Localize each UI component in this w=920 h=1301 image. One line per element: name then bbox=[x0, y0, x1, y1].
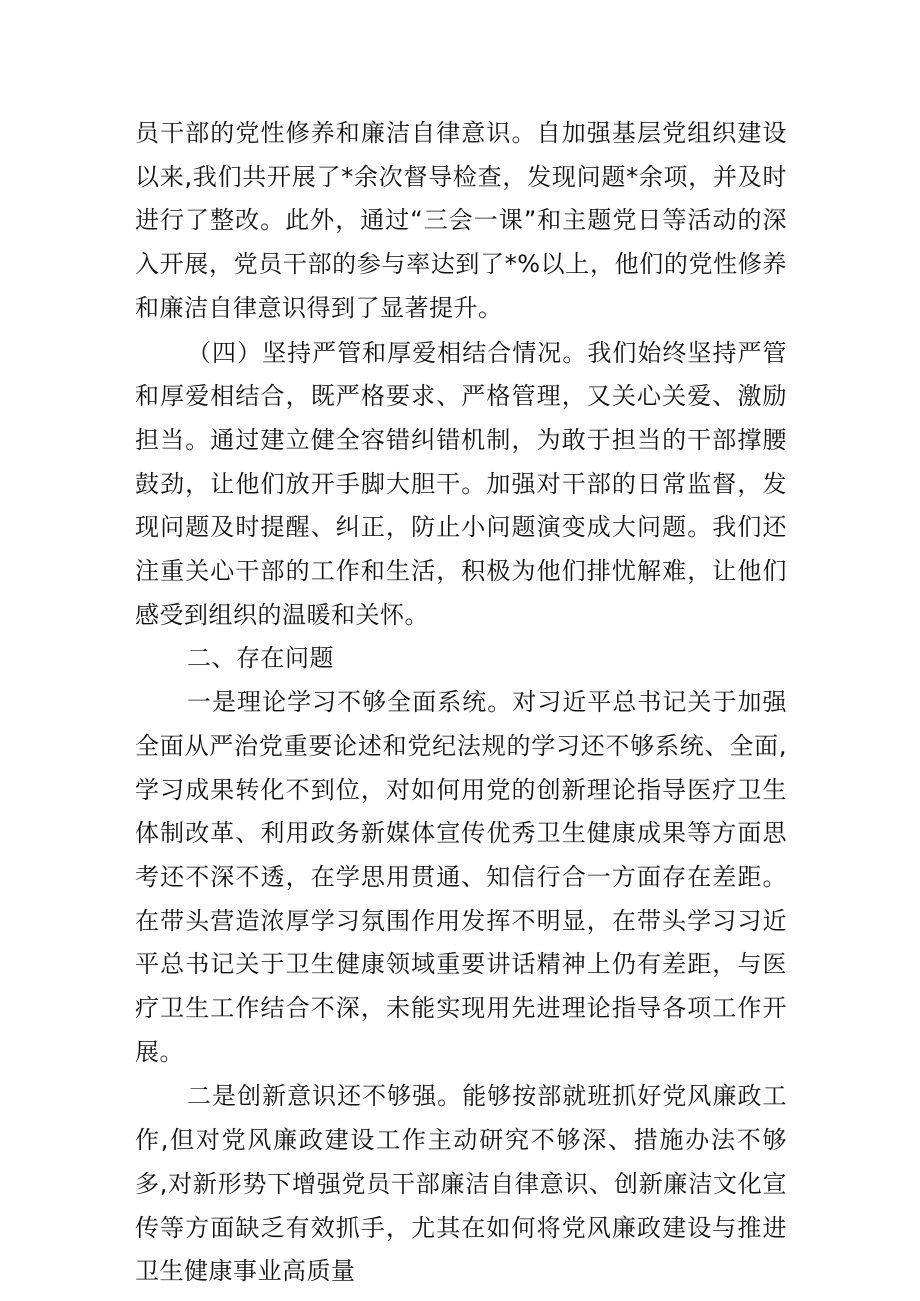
document-body bbox=[135, 112, 787, 1294]
paragraph-party-spirit-cultivation: 员干部的党性修养和廉洁自律意识。自加强基层党组织建设以来,我们共开展了*余次督导检查，发现问题*余项，并及时进行了整改。此外，通过“三会一课”和主题党日等活动的深入开展，党员干部的参与率达到了*%以上，他们的党性修养和廉洁自律意识得到了显著提升。 bbox=[135, 119, 787, 322]
paragraph-problem-theory-study: 一是理论学习不够全面系统。对习近平总书记关于加强全面从严治党重要论述和党纪法规的学习还不够系统、全面,学习成果转化不到位，对如何用党的创新理论指导医疗卫生体制改革、利用政务新媒体宣传优秀卫生健康成果等方面思考还不深不透，在学思用贯通、知信行合一方面存在差距。在带头营造浓厚学习氛围作用发挥不明显，在带头学习习近平总书记关于卫生健康领域重要讲话精神上仍有差距，与医疗卫生工作结合不深，未能实现用先进理论指导各项工作开展。 bbox=[135, 688, 787, 1066]
paragraph-strict-management-and-care: （四）坚持严管和厚爱相结合情况。我们始终坚持严管和厚爱相结合，既严格要求、严格管理，又关心关爱、激励担当。通过建立健全容错纠错机制，为敢于担当的干部撑腰鼓劲，让他们放开手脚大胆干。加强对干部的日常监督，发现问题及时提醒、纠正，防止小问题演变成大问题。我们还注重关心干部的工作和生活，积极为他们排忧解难，让他们感受到组织的温暖和关怀。 bbox=[135, 338, 787, 629]
section-heading-existing-problems: 二、存在问题 bbox=[187, 644, 334, 673]
paragraph-problem-innovation-awareness: 二是创新意识还不够强。能够按部就班抓好党风廉政工作,但对党风廉政建设工作主动研究不够深、措施办法不够多,对新形势下增强党员干部廉洁自律意识、创新廉洁文化宣传等方面缺乏有效抓手，尤其在如何将党风廉政建设与推进卫生健康事业高质量 bbox=[135, 1082, 787, 1286]
